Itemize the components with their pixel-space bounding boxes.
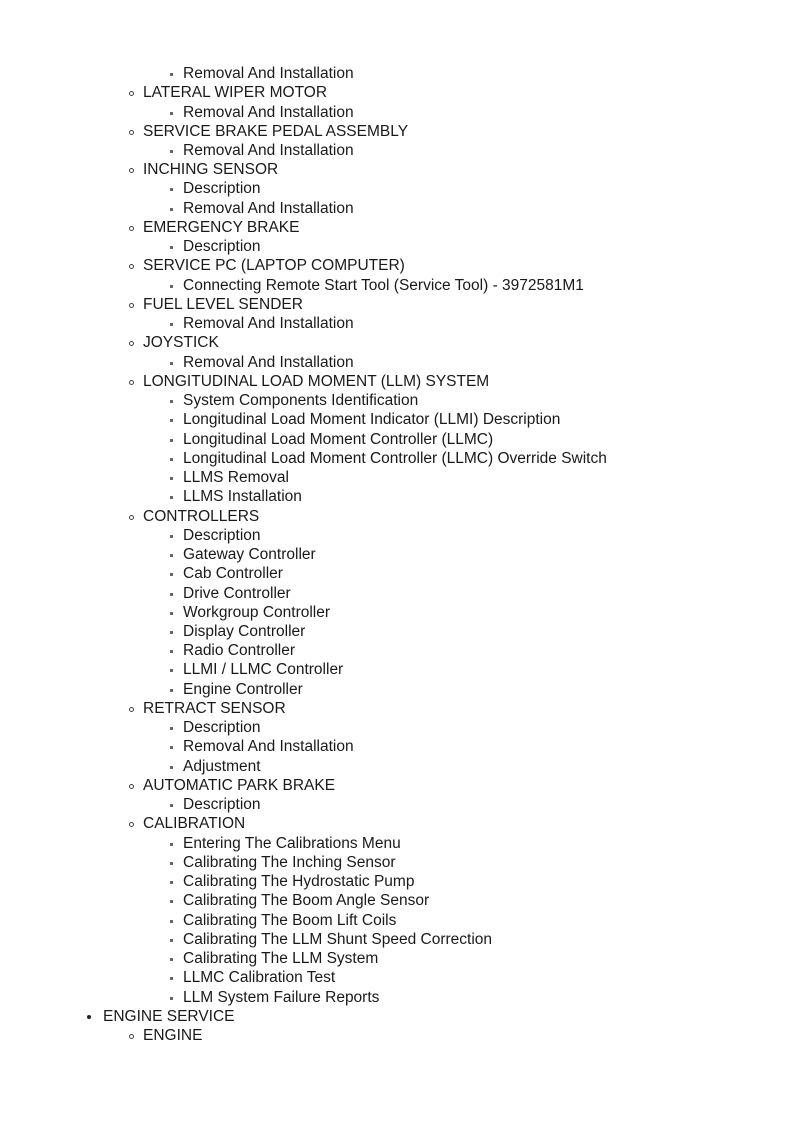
toc-entry-label: Workgroup Controller (183, 603, 331, 621)
bullet-square-icon (168, 526, 176, 545)
toc-entry-label: Adjustment (183, 757, 261, 775)
bullet-square-icon (168, 872, 176, 891)
toc-entry-label: Calibrating The LLM System (183, 950, 379, 967)
bullet-square-icon (168, 718, 176, 737)
toc-entry-label: Removal And Installation (183, 103, 354, 121)
toc-entry-label: LLM System Failure Reports (183, 988, 380, 1006)
toc-entry-label: Calibrating The Inching Sensor (183, 853, 396, 871)
toc-entry-label: Drive Controller (183, 584, 291, 602)
bullet-square-icon (168, 353, 176, 372)
bullet-square-icon (168, 834, 176, 853)
bullet-square-icon (168, 468, 176, 487)
toc-entry-label: LONGITUDINAL LOAD MOMENT (LLM) SYSTEM (143, 372, 490, 390)
bullet-square-icon (168, 853, 176, 872)
toc-entry-label: CONTROLLERS (143, 507, 260, 525)
toc-entry-label: Description (183, 180, 261, 198)
bullet-square-icon (168, 660, 176, 679)
bullet-square-icon (168, 276, 176, 295)
bullet-circle-icon (128, 372, 136, 391)
toc-entry-label: Longitudinal Load Moment Indicator (LLMI) Description (183, 411, 561, 429)
toc-entry-label: Removal And Installation (183, 65, 354, 82)
bullet-circle-icon (128, 776, 136, 795)
bullet-square-icon (168, 545, 176, 564)
toc-entry-label: Cab Controller (183, 565, 283, 583)
toc-entry-label: Removal And Installation (183, 142, 354, 159)
toc-entry-label: Removal And Installation (183, 199, 354, 217)
bullet-circle-icon (128, 122, 136, 141)
toc-entry-label: Calibrating The LLM Shunt Speed Correction (183, 930, 493, 948)
bullet-square-icon (168, 641, 176, 660)
toc-entry-label: FUEL LEVEL SENDER (143, 295, 303, 313)
bullet-square-icon (168, 737, 176, 756)
bullet-circle-icon (128, 295, 136, 314)
bullet-circle-icon (128, 218, 136, 237)
bullet-square-icon (168, 968, 176, 987)
bullet-circle-icon (128, 256, 136, 275)
toc-entry-label: CALIBRATION (143, 815, 246, 833)
bullet-disc-icon (86, 1007, 94, 1026)
bullet-square-icon (168, 564, 176, 583)
bullet-circle-icon (128, 160, 136, 179)
bullet-square-icon (168, 430, 176, 449)
toc-entry-label: Engine Controller (183, 680, 303, 698)
toc-entry-label: Calibrating The Boom Angle Sensor (183, 892, 430, 910)
toc-entry-label: Connecting Remote Start Tool (Service Tool) - 3972581M1 (183, 276, 584, 294)
bullet-square-icon (168, 949, 176, 968)
bullet-square-icon (168, 988, 176, 1007)
bullet-square-icon (168, 487, 176, 506)
bullet-square-icon (168, 795, 176, 814)
bullet-circle-icon (128, 814, 136, 833)
bullet-circle-icon (128, 699, 136, 718)
toc-entry-label: LLMS Removal (183, 469, 289, 486)
toc-entry-label: Longitudinal Load Moment Controller (LLMC) (183, 430, 494, 448)
bullet-square-icon (168, 141, 176, 160)
bullet-square-icon (168, 410, 176, 429)
toc-entry-label: EMERGENCY BRAKE (143, 218, 300, 236)
bullet-square-icon (168, 449, 176, 468)
toc-entry-label: Calibrating The Boom Lift Coils (183, 911, 397, 929)
toc-entry-label: Description (183, 238, 261, 256)
toc-entry-label: INCHING SENSOR (143, 161, 279, 179)
bullet-square-icon (168, 103, 176, 122)
bullet-square-icon (168, 891, 176, 910)
toc-entry-label: AUTOMATIC PARK BRAKE (143, 776, 336, 794)
toc-entry-label: Entering The Calibrations Menu (183, 834, 401, 852)
toc-entry-label: Description (183, 719, 261, 737)
bullet-square-icon (168, 314, 176, 333)
toc-entry-label: JOYSTICK (143, 334, 219, 352)
toc-entry-label: Removal And Installation (183, 353, 354, 371)
toc-entry-label: RETRACT SENSOR (143, 699, 286, 717)
bullet-circle-icon (128, 507, 136, 526)
bullet-square-icon (168, 622, 176, 641)
bullet-circle-icon (128, 333, 136, 352)
toc-entry-label: LLMS Installation (183, 488, 302, 506)
toc-entry-label: LLMI / LLMC Controller (183, 661, 344, 679)
toc-entry-label: Calibrating The Hydrostatic Pump (183, 873, 415, 891)
toc-entry-label: Description (183, 796, 261, 814)
bullet-circle-icon (128, 1026, 136, 1045)
bullet-square-icon (168, 64, 176, 83)
toc-entry-label: LATERAL WIPER MOTOR (143, 84, 328, 102)
bullet-square-icon (168, 680, 176, 699)
toc-entry-label: SERVICE BRAKE PEDAL ASSEMBLY (143, 122, 409, 140)
bullet-square-icon (168, 584, 176, 603)
bullet-square-icon (168, 603, 176, 622)
toc-entry-label: Display Controller (183, 623, 306, 640)
toc-entry-label: Gateway Controller (183, 546, 316, 563)
toc-entry-label: SERVICE PC (LAPTOP COMPUTER) (143, 257, 405, 275)
toc-entry-label: Longitudinal Load Moment Controller (LLMC) Override Switch (183, 449, 607, 467)
bullet-square-icon (168, 757, 176, 776)
toc-entry-label: Removal And Installation (183, 315, 354, 333)
toc-entry-label: System Components Identification (183, 392, 419, 410)
bullet-square-icon (168, 391, 176, 410)
bullet-square-icon (168, 199, 176, 218)
toc-entry-label: Radio Controller (183, 642, 295, 660)
toc-entry-label: ENGINE (143, 1027, 203, 1044)
bullet-square-icon (168, 179, 176, 198)
bullet-square-icon (168, 930, 176, 949)
toc-entry-label: ENGINE SERVICE (103, 1007, 235, 1025)
bullet-square-icon (168, 237, 176, 256)
toc-entry-label: Removal And Installation (183, 738, 354, 756)
toc-entry-label: LLMC Calibration Test (183, 969, 336, 987)
bullet-square-icon (168, 911, 176, 930)
toc-entry-label: Description (183, 526, 261, 544)
bullet-circle-icon (128, 83, 136, 102)
